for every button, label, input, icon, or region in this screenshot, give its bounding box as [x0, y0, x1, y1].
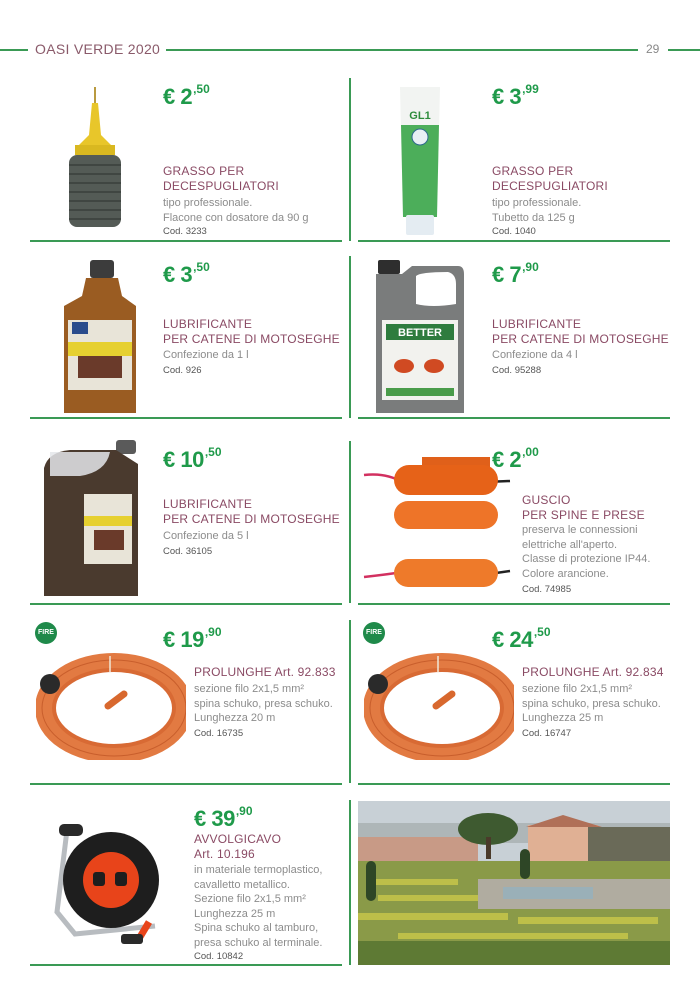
product-description: in materiale termoplastico, cavalletto metallico. Sezione filo 2x1,5 mm² Lunghezza 25 m Spina schuko al tamburo, presa schuko al terminale. — [194, 864, 323, 949]
product-description: sezione filo 2x1,5 mm² spina schuko, presa schuko. Lunghezza 20 m — [194, 683, 333, 724]
product-title: PROLUNGHE Art. 92.834 — [522, 665, 664, 679]
product-title: PROLUNGHE Art. 92.833 — [194, 665, 336, 679]
product-description: tipo professionale. Flacone con dosatore da 90 g — [163, 197, 309, 224]
header-rule-left — [0, 49, 28, 51]
row-divider — [30, 603, 342, 605]
grid-divider — [349, 800, 351, 965]
grease-tube-image — [395, 85, 445, 237]
row-divider — [30, 964, 342, 966]
price: € $19^{,90}$ — [163, 625, 222, 652]
product-description: sezione filo 2x1,5 mm² spina schuko, presa schuko. Lunghezza 25 m — [522, 683, 661, 724]
plug-shell-image — [362, 455, 512, 595]
price: € $3^{,99}$ — [492, 82, 539, 109]
svg-text:BETTER: BETTER — [398, 327, 442, 339]
grease-bottle-image — [55, 85, 135, 235]
product-description: Confezione da 1 l — [163, 349, 249, 361]
product-code: Cod. 16747 — [522, 728, 572, 739]
product-code: Cod. 10842 — [194, 951, 244, 962]
row-divider — [358, 240, 670, 242]
product-title: LUBRIFICANTE PER CATENE DI MOTOSEGHE — [163, 497, 340, 526]
catalog-title: OASI VERDE 2020 — [35, 41, 161, 57]
grid-divider — [349, 441, 351, 603]
oil-bottle-image — [58, 258, 143, 418]
product-description: Confezione da 5 l — [163, 530, 249, 542]
product-code: Cod. 3233 — [163, 226, 207, 237]
row-divider — [358, 603, 670, 605]
price: € $39^{,90}$ — [194, 804, 253, 831]
page-header — [0, 40, 700, 60]
cable-reel-image — [45, 822, 165, 952]
extension-cord-image — [364, 650, 514, 760]
price: € $10^{,50}$ — [163, 445, 222, 472]
grid-divider — [349, 620, 351, 783]
price: € $24^{,50}$ — [492, 625, 551, 652]
product-code: Cod. 36105 — [163, 546, 213, 557]
product-code: Cod. 95288 — [492, 365, 542, 376]
product-title: GRASSO PER DECESPUGLIATORI — [163, 164, 279, 193]
header-rule-right — [668, 49, 700, 51]
row-divider — [30, 783, 342, 785]
oil-canister-5l-image — [40, 438, 144, 600]
svg-text:GL1: GL1 — [409, 110, 431, 122]
grid-divider — [349, 256, 351, 418]
product-title: AVVOLGICAVO Art. 10.196 — [194, 832, 282, 861]
garden-photo — [358, 801, 670, 965]
price: € $2^{,00}$ — [492, 445, 539, 472]
row-divider — [358, 783, 670, 785]
fire-brand-badge: FIRE — [35, 622, 57, 644]
price: € $2^{,50}$ — [163, 82, 210, 109]
page-number: 29 — [646, 42, 660, 56]
product-description: preserva le connessioni elettriche all'aperto. Classe di protezione IP44. Colore arancione. — [522, 524, 651, 580]
oil-canister-image — [372, 258, 467, 418]
price: € $3^{,50}$ — [163, 260, 210, 287]
extension-cord-image — [36, 650, 186, 760]
product-code: Cod. 926 — [163, 365, 202, 376]
fire-brand-badge: FIRE — [363, 622, 385, 644]
product-description: tipo professionale. Tubetto da 125 g — [492, 197, 582, 224]
product-title: GRASSO PER DECESPUGLIATORI — [492, 164, 608, 193]
product-title: GUSCIO PER SPINE E PRESE — [522, 493, 645, 522]
product-description: Confezione da 4 l — [492, 349, 578, 361]
product-code: Cod. 74985 — [522, 584, 572, 595]
product-code: Cod. 1040 — [492, 226, 536, 237]
row-divider — [30, 240, 342, 242]
product-code: Cod. 16735 — [194, 728, 244, 739]
grid-divider — [349, 78, 351, 241]
product-title: LUBRIFICANTE PER CATENE DI MOTOSEGHE — [492, 317, 669, 346]
header-rule-middle — [166, 49, 638, 51]
price: € $7^{,90}$ — [492, 260, 539, 287]
product-title: LUBRIFICANTE PER CATENE DI MOTOSEGHE — [163, 317, 340, 346]
